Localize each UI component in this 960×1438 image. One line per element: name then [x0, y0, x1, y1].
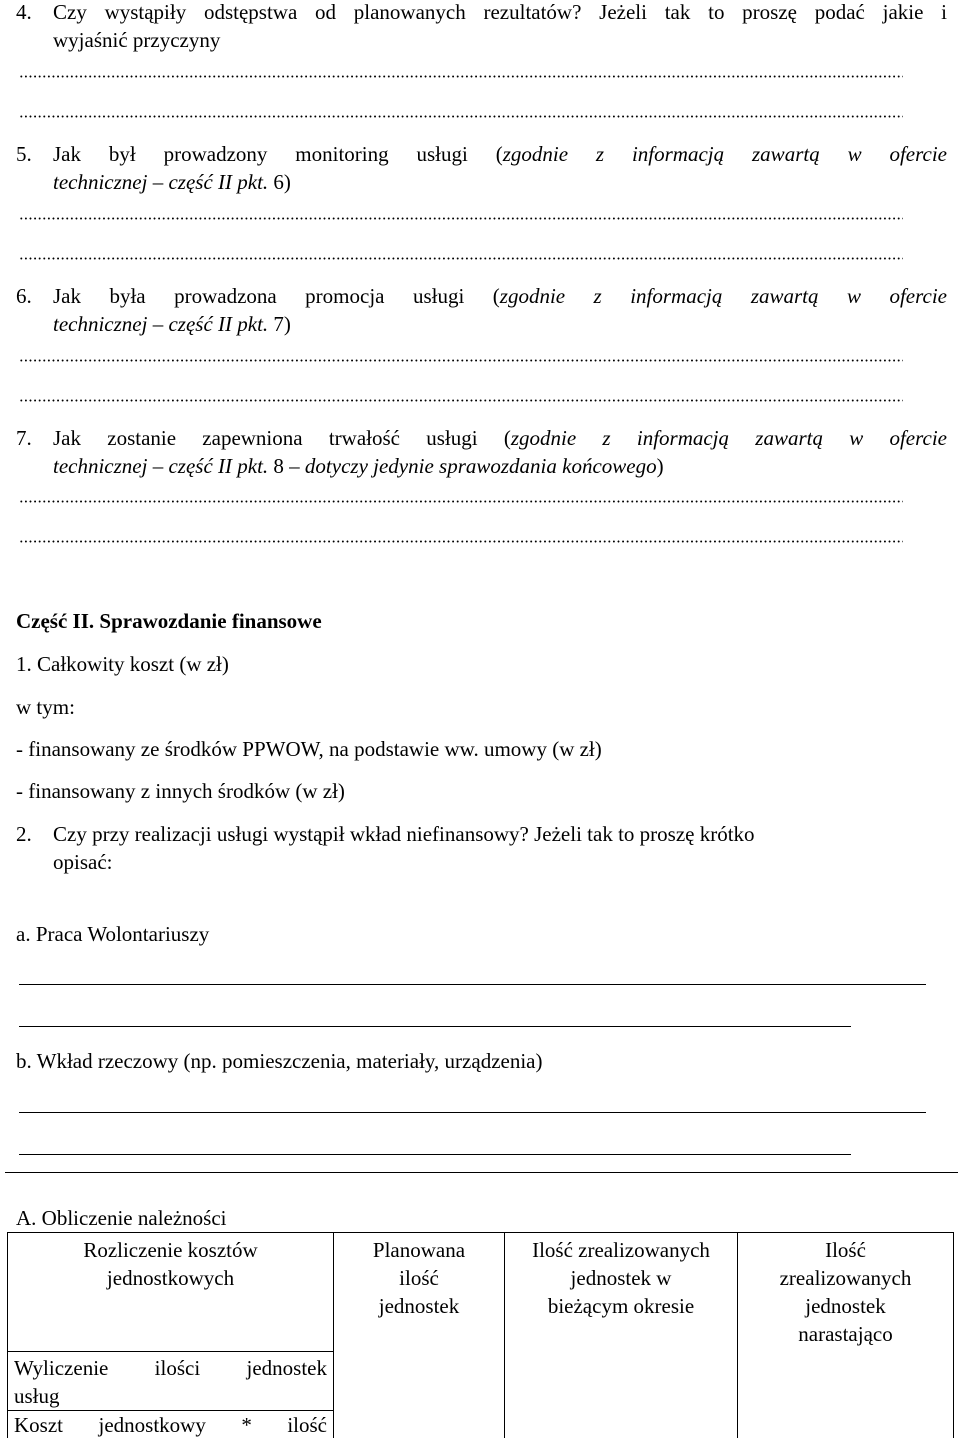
answer-line[interactable] [19, 257, 903, 260]
calculation-table [7, 1232, 954, 1438]
row-unit-cost-times-quantity: Koszt jednostkowy * ilość [8, 1411, 334, 1438]
calculation-title: A. Obliczenie należności [16, 1206, 227, 1230]
answer-line[interactable] [19, 115, 903, 118]
answer-line[interactable] [19, 1026, 851, 1027]
header-unit-costs: Rozliczenie kosztów jednostkowych [8, 1233, 334, 1352]
header-planned-units: Planowana ilość jednostek [334, 1233, 505, 1438]
breakdown-label: w tym: [16, 695, 75, 719]
in-kind-contribution-label: b. Wkład rzeczowy (np. pomieszczenia, materiały, urządzenia) [16, 1049, 543, 1073]
question-5-number: 5. [16, 142, 32, 166]
question-7-text: Jak zostanie zapewniona trwałość usługi (zgodnie z informacją zawartą w ofercie [53, 426, 947, 450]
section-heading: Część II. Sprawozdanie finansowe [16, 609, 322, 633]
question-6-number: 6. [16, 284, 32, 308]
question-4-text: Czy wystąpiły odstępstwa od planowanych rezultatów? Jeżeli tak to proszę podać jakie i [53, 0, 947, 24]
question-5-text-cont: technicznej – część II pkt. 6) [53, 170, 291, 194]
header-units-current-period: Ilość zrealizowanych jednostek w bieżącym okresie [505, 1233, 738, 1438]
answer-line[interactable] [19, 500, 903, 503]
question-7-text-cont: technicznej – część II pkt. 8 – dotyczy jedynie sprawozdania końcowego) [53, 454, 664, 478]
question-5-text: Jak był prowadzony monitoring usługi (zgodnie z informacją zawartą w ofercie [53, 142, 947, 166]
section-divider [5, 1172, 958, 1173]
answer-line[interactable] [19, 1154, 851, 1155]
volunteer-work-label: a. Praca Wolontariuszy [16, 922, 210, 946]
item-2-number: 2. [16, 822, 32, 846]
funding-other-label: - finansowany z innych środków (w zł) [16, 779, 345, 803]
answer-line[interactable] [19, 1112, 926, 1113]
answer-line[interactable] [19, 540, 903, 543]
table-header-row [8, 1233, 954, 1352]
answer-line[interactable] [19, 75, 903, 78]
answer-line[interactable] [19, 984, 926, 985]
question-7-number: 7. [16, 426, 32, 450]
question-6-text-cont: technicznej – część II pkt. 7) [53, 312, 291, 336]
funding-ppwow-label: - finansowany ze środków PPWOW, na podstawie ww. umowy (w zł) [16, 737, 602, 761]
row-unit-count-calculation: Wyliczenie ilości jednostek usług [8, 1352, 334, 1411]
item-2-text: Czy przy realizacji usługi wystąpił wkład niefinansowy? Jeżeli tak to proszę krótko [53, 822, 755, 846]
question-4-number: 4. [16, 0, 32, 24]
question-6-text: Jak była prowadzona promocja usługi (zgodnie z informacją zawartą w ofercie [53, 284, 947, 308]
header-units-cumulative: Ilość zrealizowanych jednostek narastająco [738, 1233, 954, 1438]
question-4-text-cont: wyjaśnić przyczyny [53, 28, 221, 52]
answer-line[interactable] [19, 217, 903, 220]
answer-line[interactable] [19, 399, 903, 402]
item-2-text-cont: opisać: [53, 850, 113, 874]
answer-line[interactable] [19, 359, 903, 362]
total-cost-label: 1. Całkowity koszt (w zł) [16, 652, 229, 676]
